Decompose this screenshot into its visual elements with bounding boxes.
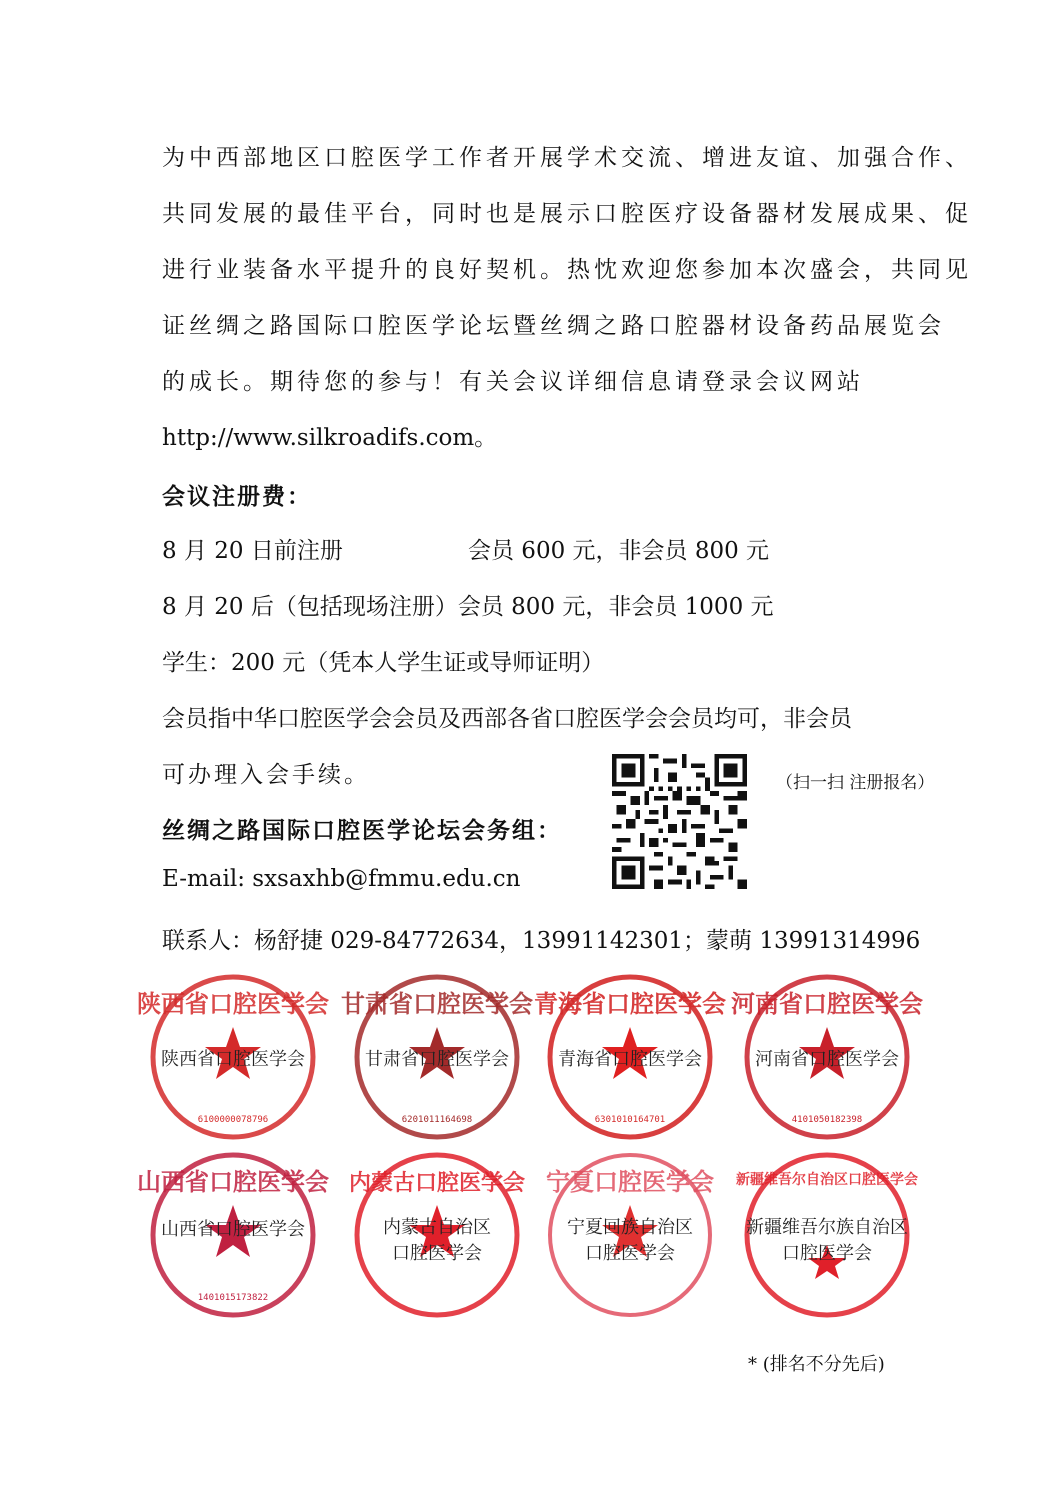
fee-early-price: 会员 600 元，非会员 800 元	[468, 538, 770, 564]
seal-gansu	[341, 972, 533, 1142]
seal-qinghai	[534, 972, 726, 1142]
fees-heading: 会议注册费：	[162, 484, 312, 510]
fee-early-label: 8 月 20 日前注册	[162, 538, 343, 564]
seal-serial: 6301010164701	[594, 1115, 666, 1125]
fee-student-row: 学生：200 元（凭本人学生证或导师证明）	[162, 650, 605, 676]
membership-note-cont: 可办理入会手续。	[162, 762, 370, 788]
seal-inner-mongolia	[348, 1150, 526, 1320]
contact-people: 联系人：杨舒捷 029-84772634，13991142301；蒙萌 13991314996	[162, 928, 921, 954]
seal-label: 青海省口腔医学会	[558, 1049, 702, 1070]
seal-label-line2: 口腔医学会	[782, 1243, 872, 1264]
seal-serial: 6100000078796	[197, 1115, 269, 1125]
seal-ring-text: 河南省口腔医学会	[731, 990, 923, 1018]
contact-heading: 丝绸之路国际口腔医学论坛会务组：	[162, 818, 562, 844]
seal-ring-text: 陕西省口腔医学会	[137, 990, 329, 1018]
seal-label-line2: 口腔医学会	[392, 1243, 482, 1264]
seal-shanxi	[137, 1150, 329, 1320]
seal-label: 河南省口腔医学会	[755, 1049, 899, 1070]
qr-caption: （扫一扫 注册报名）	[776, 773, 935, 793]
intro-line: 证丝绸之路国际口腔医学论坛暨丝绸之路口腔器材设备药品展览会	[162, 313, 945, 339]
seal-ring-text: 山西省口腔医学会	[137, 1168, 329, 1196]
seal-label: 内蒙古自治区	[383, 1217, 491, 1238]
seal-label: 甘肃省口腔医学会	[365, 1049, 509, 1070]
seal-ningxia	[545, 1150, 715, 1320]
intro-line: 的成长。期待您的参与！有关会议详细信息请登录会议网站	[162, 369, 864, 395]
seal-xinjiang	[736, 1150, 918, 1320]
seal-ring-text: 内蒙古口腔医学会	[348, 1171, 526, 1196]
intro-line: 进行业装备水平提升的良好契机。热忱欢迎您参加本次盛会，共同见	[162, 257, 972, 283]
seal-ring-text: 新疆维吾尔自治区口腔医学会	[736, 1172, 918, 1188]
seal-label: 山西省口腔医学会	[161, 1219, 305, 1240]
intro-line: 为中西部地区口腔医学工作者开展学术交流、增进友谊、加强合作、	[162, 145, 972, 171]
seal-label: 陕西省口腔医学会	[161, 1049, 305, 1070]
website-link[interactable]: http://www.silkroadifs.com。	[162, 425, 498, 451]
seal-serial: 6201011164698	[401, 1115, 473, 1125]
footnote: * (排名不分先后)	[748, 1354, 885, 1375]
intro-line: 共同发展的最佳平台，同时也是展示口腔医疗设备器材发展成果、促	[162, 201, 972, 227]
fee-late-row: 8 月 20 后（包括现场注册）会员 800 元，非会员 1000 元	[162, 594, 774, 620]
registration-qr-code[interactable]	[612, 754, 747, 889]
contact-email[interactable]: E-mail: sxsaxhb@fmmu.edu.cn	[162, 866, 521, 892]
seal-ring-text: 甘肃省口腔医学会	[341, 990, 533, 1018]
seal-henan	[731, 972, 923, 1142]
seal-shaanxi	[137, 972, 329, 1142]
seal-ring-text: 青海省口腔医学会	[534, 990, 726, 1018]
seal-label-line2: 口腔医学会	[585, 1243, 675, 1264]
seal-ring-text: 宁夏口腔医学会	[546, 1168, 714, 1196]
seal-label: 宁夏回族自治区	[567, 1217, 693, 1238]
seal-serial: 4101050182398	[791, 1115, 863, 1125]
membership-note: 会员指中华口腔医学会会员及西部各省口腔医学会会员均可，非会员	[162, 706, 852, 732]
fee-early-row	[162, 532, 862, 562]
intro-paragraph	[162, 130, 972, 466]
seal-serial: 1401015173822	[197, 1293, 269, 1303]
seal-label: 新疆维吾尔族自治区	[746, 1217, 908, 1238]
